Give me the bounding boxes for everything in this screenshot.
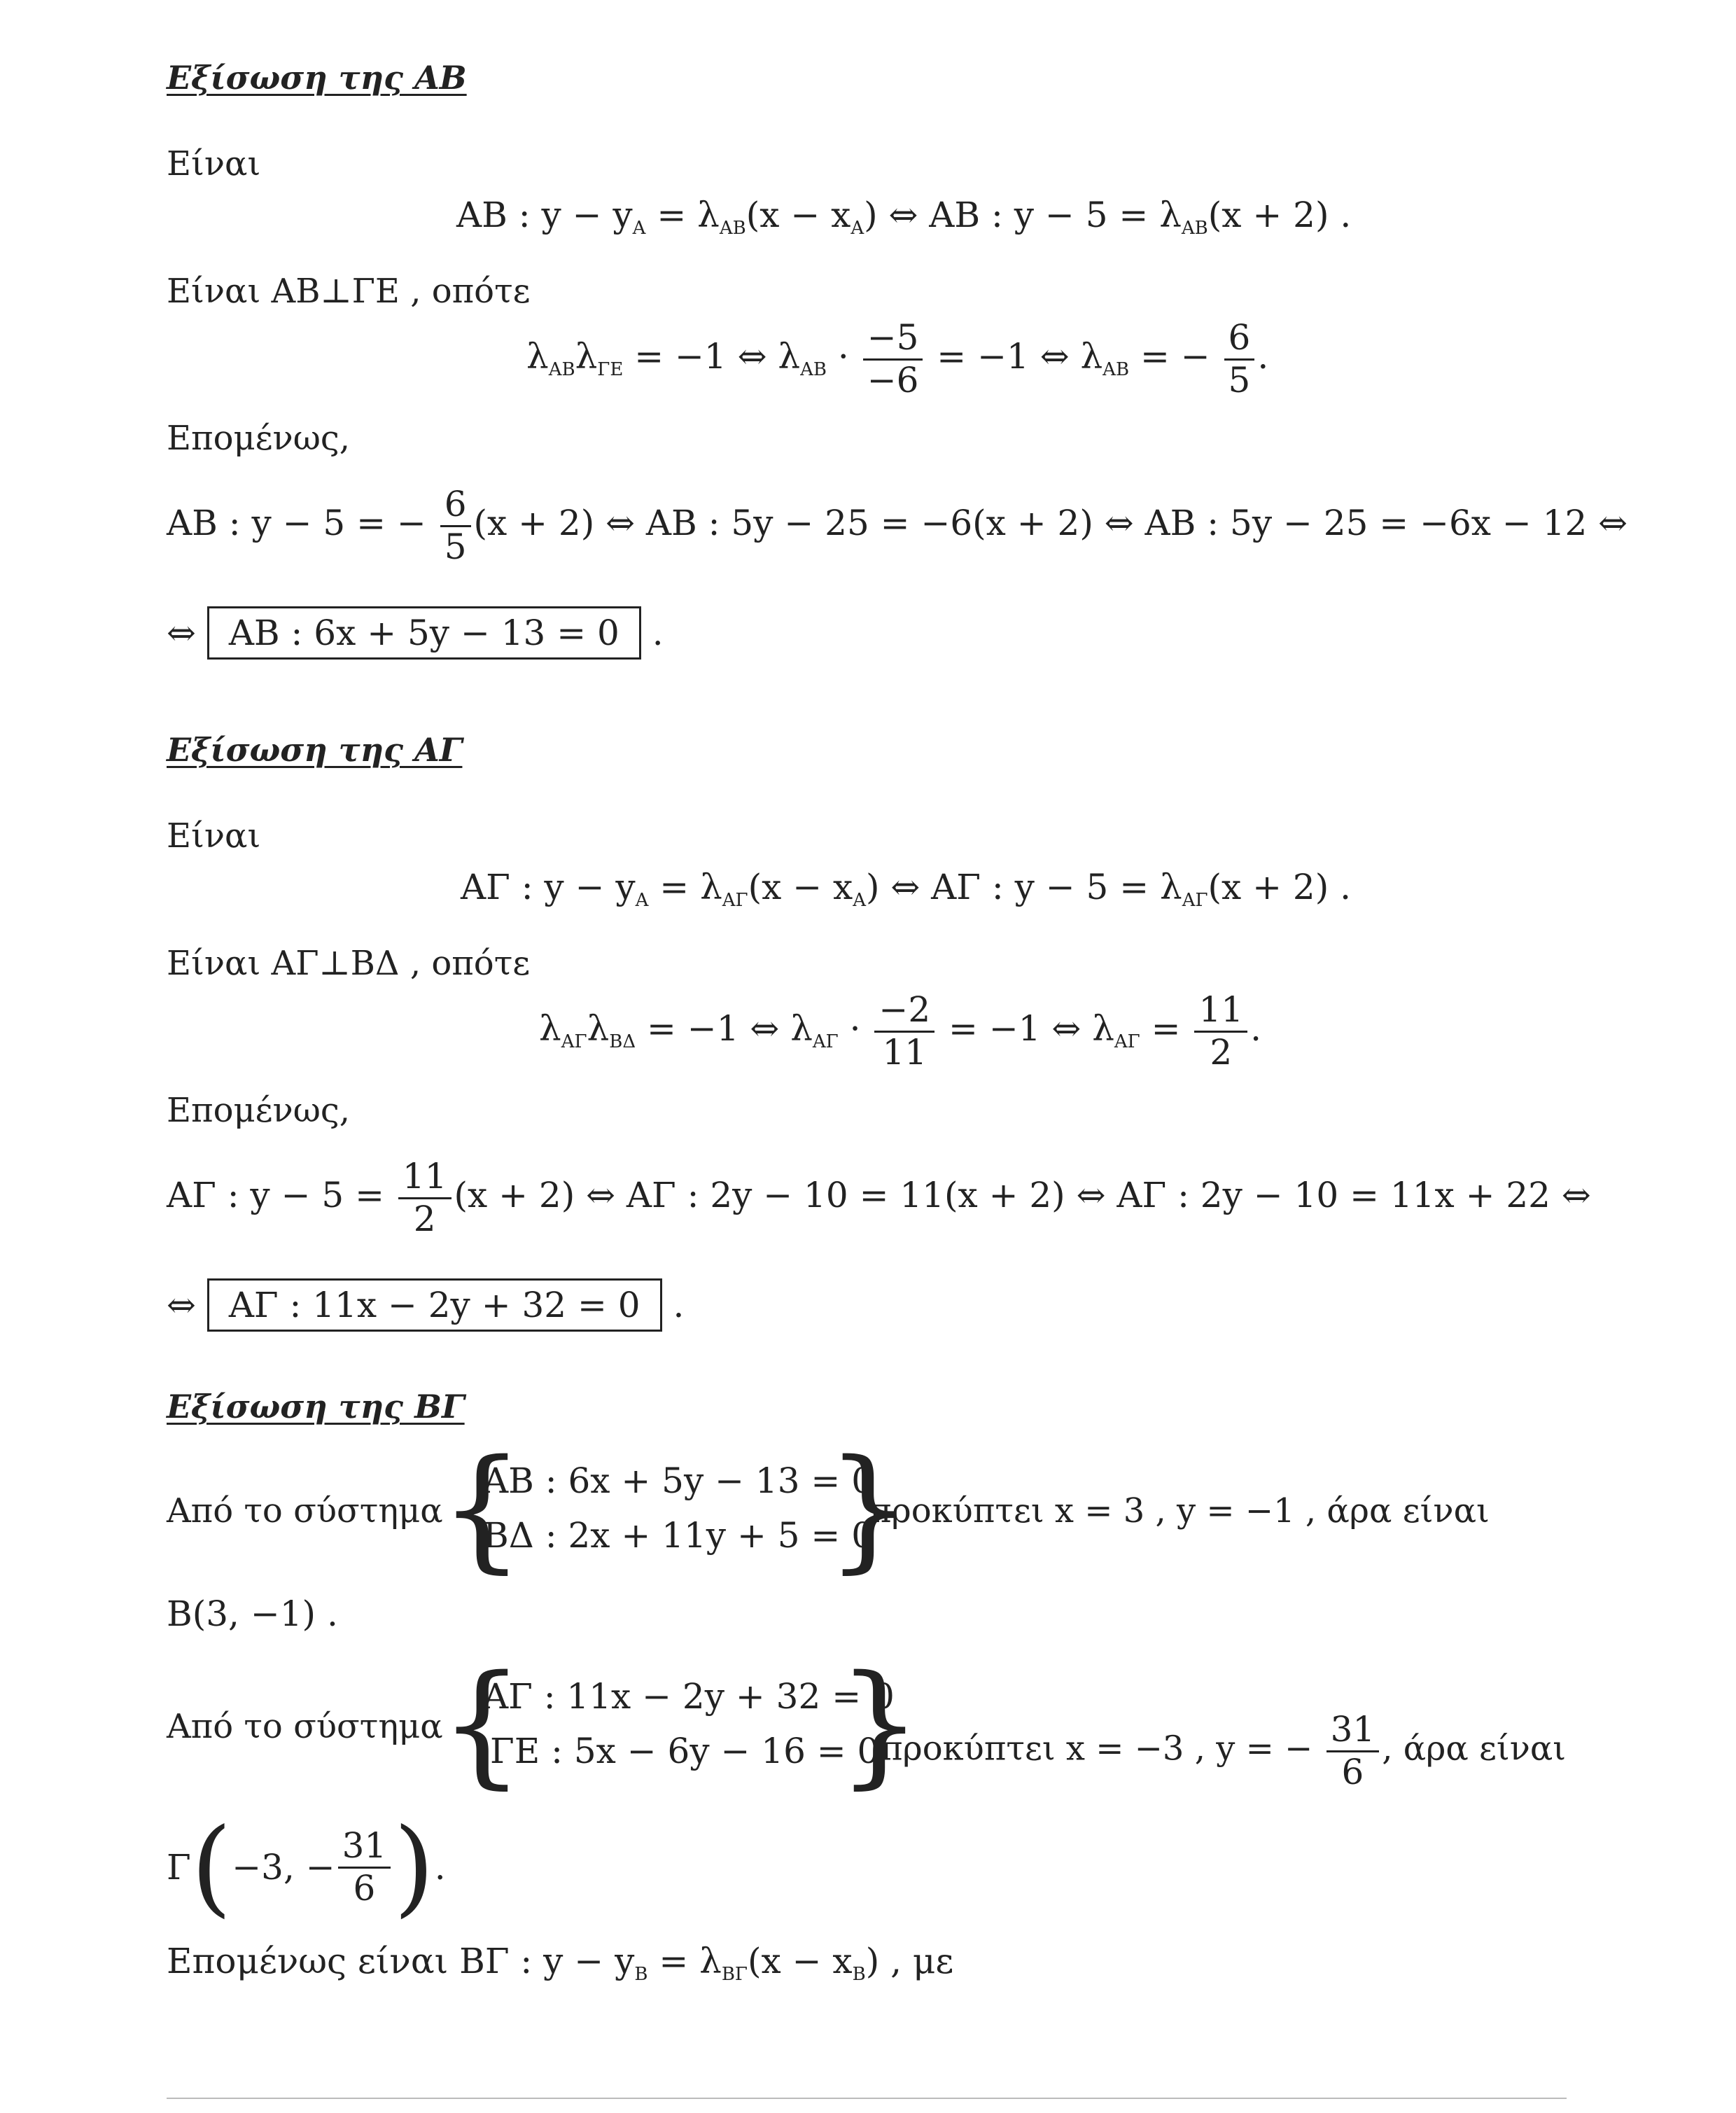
- fraction: $\frac{31}{6}$: [338, 1826, 391, 1909]
- left-brace: {: [440, 1431, 524, 1586]
- equation-ab-point-slope: ΑΒ : $y - y_A = \lambda_{AB}(x - x_A)$ ⇔ ΑΒ : $y - 5 = \lambda_{AB}(x + 2)$ .: [456, 195, 1352, 239]
- text-apo-to-systima: Από το σύστημα: [167, 1707, 443, 1746]
- point-g: Γ ( −3, − $\frac{31}{6}$ ) .: [167, 1806, 446, 1928]
- left-brace: {: [440, 1647, 524, 1801]
- equation-ag-expand: ΑΓ : y − 5 = $\frac{11}{2}$ (x + 2) ⇔ ΑΓ : 2y − 10 = 11(x + 2) ⇔ ΑΓ : 2y − 10 = 11x + 22 ⇔: [167, 1156, 1591, 1239]
- fraction: $\frac{11}{2}$: [1194, 990, 1247, 1073]
- right-brace: }: [826, 1431, 911, 1586]
- fraction: $\frac{-2}{11}$: [874, 990, 934, 1073]
- system-2-eq1: ΑΓ : 11x − 2y + 32 = 0: [483, 1676, 895, 1717]
- text-result-2: προκύπτει x = −3 , y = − $\frac{31}{6}$ , άρα είναι: [881, 1709, 1567, 1792]
- section-heading-ab: Εξίσωση της ΑΒ: [167, 59, 467, 97]
- text-epomenos: Επομένως,: [167, 419, 351, 458]
- left-paren: (: [190, 1806, 232, 1928]
- system-2-eq2: ΓΕ : 5x − 6y − 16 = 0: [490, 1731, 880, 1771]
- system-1-eq2: ΒΔ : 2x + 11y + 5 = 0: [483, 1515, 874, 1556]
- system-1-eq1: ΑΒ : 6x + 5y − 13 = 0: [483, 1460, 874, 1501]
- fraction: $\frac{6}{5}$: [440, 484, 471, 567]
- fraction: $\frac{6}{5}$: [1224, 318, 1255, 400]
- section-heading-ag: Εξίσωση της ΑΓ: [167, 731, 463, 769]
- text-ab-perpendicular: Είναι ΑΒ⊥ΓΕ , οπότε: [167, 272, 531, 311]
- text-einai: Είναι: [167, 144, 261, 183]
- text-epomenos: Επομένως,: [167, 1091, 351, 1130]
- fraction: $\frac{-5}{-6}$: [863, 318, 923, 400]
- equation-ab-expand: ΑΒ : y − 5 = − $\frac{6}{5}$ (x + 2) ⇔ ΑΒ : 5y − 25 = −6(x + 2) ⇔ ΑΒ : 5y − 25 = −6x − 12 ⇔: [167, 484, 1628, 567]
- fraction: $\frac{31}{6}$: [1326, 1710, 1380, 1792]
- text-apo-to-systima: Από το σύστημα: [167, 1491, 443, 1530]
- equation-ag-result: ⇔ ΑΓ : 11x − 2y + 32 = 0 .: [167, 1278, 684, 1332]
- text-ag-perpendicular: Είναι ΑΓ⊥ΒΔ , οπότε: [167, 944, 531, 983]
- right-brace: }: [837, 1647, 922, 1801]
- result-box-ab: ΑΒ : 6x + 5y − 13 = 0: [207, 606, 641, 660]
- section-heading-bg: Εξίσωση της ΒΓ: [167, 1388, 465, 1425]
- text-einai: Είναι: [167, 816, 261, 856]
- equation-ab-result: ⇔ ΑΒ : 6x + 5y − 13 = 0 .: [167, 606, 664, 660]
- fraction: $\frac{11}{2}$: [398, 1157, 451, 1239]
- right-paren: ): [393, 1806, 435, 1928]
- equation-ag-point-slope: ΑΓ : $y - y_A = \lambda_{A\Gamma}(x - x_A)$ ⇔ ΑΓ : $y - 5 = \lambda_{A\Gamma}(x + 2)$ .: [461, 867, 1352, 911]
- text-result-1: προκύπτει x = 3 , y = −1 , άρα είναι: [869, 1491, 1490, 1530]
- footer-divider: [167, 2098, 1567, 2099]
- equation-ag-slope: $\lambda_{A\Gamma}\lambda_{B\Delta} = -1$ ⇔ $\lambda_{A\Gamma}$ · $\frac{-2}{11}$ = −1 ⇔ $\lambda_{A\Gamma}$ = $\frac{11}{2}$ .: [539, 989, 1261, 1073]
- equation-ab-slope: $\lambda_{AB}\lambda_{\Gamma E} = -1$ ⇔ $\lambda_{AB}$ · $\frac{-5}{-6}$ = −1 ⇔ $\lambda_{AB}$ = − $\frac{6}{5}$ .: [526, 317, 1269, 400]
- point-b: Β(3, −1) .: [167, 1594, 338, 1634]
- result-box-ag: ΑΓ : 11x − 2y + 32 = 0: [207, 1278, 662, 1332]
- equation-bg-point-slope: Επομένως είναι ΒΓ : $y - y_B = \lambda_{B\Gamma}(x - x_B)$ , με: [167, 1941, 954, 1985]
